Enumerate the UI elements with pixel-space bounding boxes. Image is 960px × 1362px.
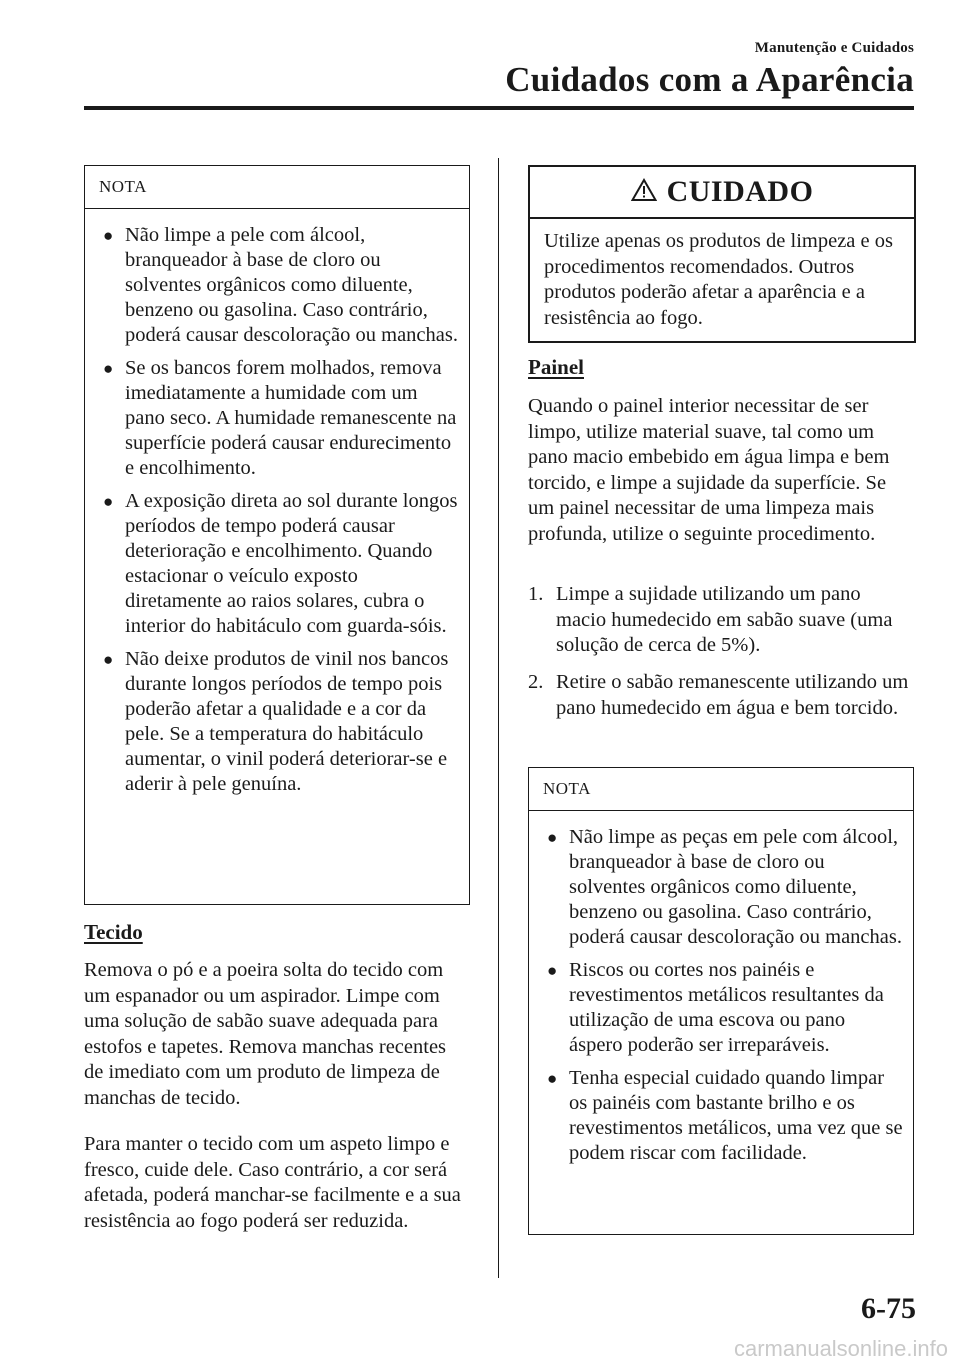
note-item: ● Tenha especial cuidado quando limpar os painéis com bastante brilho e os revestimentos metálicos, uma vez que se podem riscar com facilidade. [547, 1067, 903, 1164]
note-title: NOTA [529, 768, 913, 811]
note-title: NOTA [85, 166, 469, 209]
bullet-icon: ● [547, 828, 558, 847]
step-text: Retire o sabão remanescente utilizando um pano humedecido em água e bem torcido. [556, 671, 909, 719]
page-title: Cuidados com a Aparência [505, 60, 914, 99]
note-item: ● Riscos ou cortes nos painéis e revestimentos metálicos resultantes da utilização de uma escova ou pano áspero poderão ser irreparáveis. [547, 959, 884, 1056]
step-item [528, 582, 914, 659]
caution-text: Utilize apenas os produtos de limpeza e os procedimentos recomendados. Outros produtos poderão afetar a aparência e a resistência ao fogo. [544, 230, 893, 329]
tecido-paragraph-2: Para manter o tecido com um aspeto limpo e fresco, cuide dele. Caso contrário, a cor será afetada, poderá manchar-se facilmente e a sua resistência ao fogo poderá ser reduzida. [84, 1133, 461, 1232]
painel-paragraph: Quando o painel interior necessitar de ser limpo, utilize material suave, tal como um pano macio embebido em água limpa e bem torcido, e limpe a sujidade da superfície. Se um painel necessitar de uma limpeza mais profunda, utilize o seguinte procedimento. [528, 395, 890, 545]
section-title-painel: Painel [528, 355, 584, 379]
step-item [528, 670, 914, 721]
step-text: Limpe a sujidade utilizando um pano macio humedecido em sabão suave (uma solução de cerca de 5%). [556, 583, 893, 656]
section-header: Manutenção e Cuidados [754, 40, 914, 56]
note-item: ● A exposição direta ao sol durante longos períodos de tempo poderá causar deterioração e encolhimento. Quando estacionar o veículo exposto diretamente ao raios solares, cubra o interior do habitáculo com guarda-sóis. [103, 490, 458, 637]
step-number: 2. [528, 671, 544, 693]
note-item: ● Se os bancos forem molhados, remova imediatamente a humidade com um pano seco. A humidade remanescente na superfície poderá causar endurecimento e encolhimento. [103, 357, 457, 479]
bullet-icon: ● [547, 961, 558, 980]
caution-header [530, 167, 914, 219]
note-box-right [528, 767, 914, 1235]
note-box-left [84, 165, 470, 905]
section-title-tecido: Tecido [84, 920, 143, 944]
page-number: 6-75 [861, 1292, 916, 1325]
watermark: carmanualsonline.info [733, 1336, 948, 1361]
caution-box [528, 165, 916, 343]
bullet-icon: ● [103, 650, 114, 669]
bullet-icon: ● [103, 359, 114, 378]
note-item: ● Não limpe as peças em pele com álcool, branqueador à base de cloro ou solventes orgânicos como diluente, benzeno ou gasolina. Caso contrário, poderá causar descoloração ou manchas. [547, 826, 902, 948]
column-divider [498, 158, 499, 1278]
caution-title: CUIDADO [666, 175, 814, 208]
note-list [85, 209, 469, 797]
step-number: 1. [528, 583, 544, 605]
note-item: ● Não deixe produtos de vinil nos bancos durante longos períodos de tempo pois poderão afetar a qualidade e a cor da pele. Se a temperatura do habitáculo aumentar, o vinil poderá deteriorar-se e aderir à pele genuína. [103, 648, 449, 795]
warning-triangle-icon [631, 178, 657, 207]
header-rule [84, 106, 914, 110]
note-item: ● Não limpe a pele com álcool, branqueador à base de cloro ou solventes orgânicos como diluente, benzeno ou gasolina. Caso contrário, poderá causar descoloração ou manchas. [103, 224, 458, 346]
bullet-icon: ● [103, 492, 114, 511]
tecido-paragraph-1: Remova o pó e a poeira solta do tecido com um espanador ou um aspirador. Limpe com uma solução de sabão suave adequada para estofos e tapetes. Remova manchas recentes de imediato com um produto de limpeza de manchas de tecido. [84, 959, 447, 1109]
note-list [529, 811, 913, 1166]
bullet-icon: ● [547, 1069, 558, 1088]
bullet-icon: ● [103, 226, 114, 245]
